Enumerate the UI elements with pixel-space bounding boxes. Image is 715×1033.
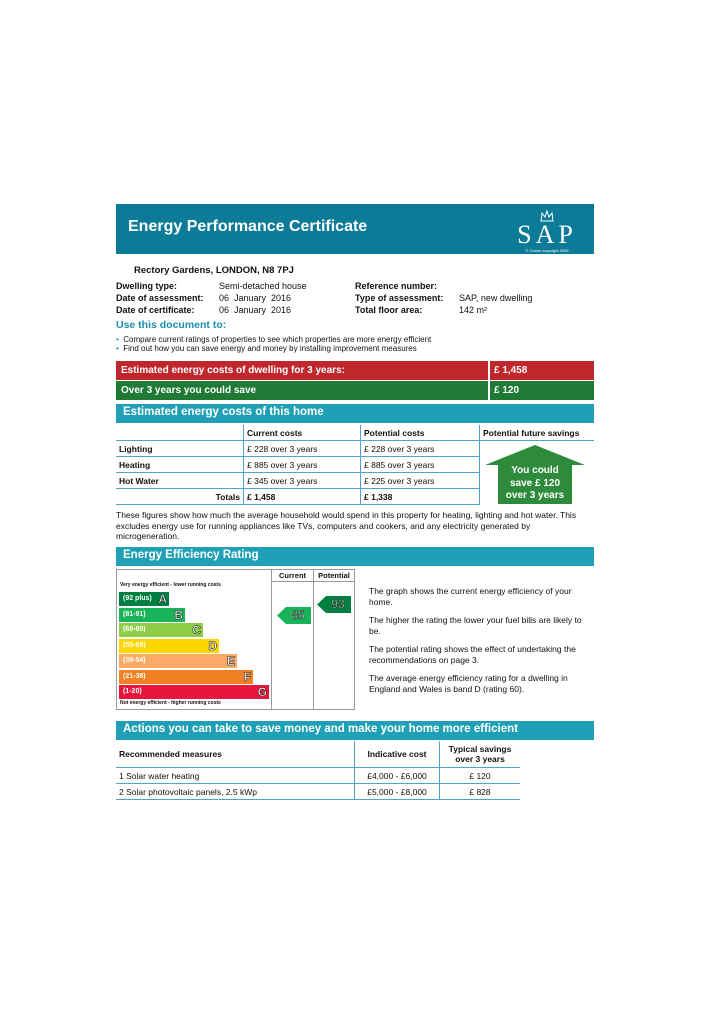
list-item: • Find out how you can save energy and money by installing improvement measures <box>116 344 417 353</box>
copyright-text: © Crown copyright 2009 <box>525 248 569 253</box>
rating-band-range: (55-68) <box>123 641 146 649</box>
rating-band-g <box>119 685 269 699</box>
measures-header: Recommended measures <box>116 741 355 768</box>
costs-header-savings: Potential future savings <box>480 425 595 441</box>
assessment-date-label: Date of assessment: <box>116 293 204 303</box>
bullet-icon: • <box>116 335 119 344</box>
measure-saving: £ 120 <box>440 768 521 784</box>
use-document-list <box>116 335 431 353</box>
rating-band-b <box>119 608 185 622</box>
explanation-text: The potential rating shows the effect of undertaking the recommendations on page 3. <box>369 644 576 665</box>
measure-cost: £5,000 - £8,000 <box>355 784 440 800</box>
rating-band-range: (1-20) <box>123 688 142 695</box>
rating-band-letter: D <box>208 638 217 653</box>
row-current: £ 885 over 3 years <box>244 457 361 473</box>
reference-label: Reference number: <box>355 281 438 291</box>
rating-band-letter: E <box>226 654 235 668</box>
floor-area-value: 142 m² <box>459 305 488 315</box>
measure-cost: £4,000 - £6,000 <box>355 768 440 784</box>
savings-header: Typical savings over 3 years <box>440 741 521 768</box>
estimated-cost-value: £ 1,458 <box>494 365 528 376</box>
sap-logo <box>514 210 580 253</box>
sap-logo-text: SAP <box>517 220 577 249</box>
rating-section-header <box>116 547 594 566</box>
dwelling-type-label: Dwelling type: <box>116 281 178 291</box>
rating-band-letter: B <box>174 607 183 622</box>
rating-band-letter: F <box>243 669 251 684</box>
assessment-type-value: SAP, new dwelling <box>459 293 533 303</box>
page-title: Energy Performance Certificate <box>128 218 368 235</box>
costs-section-title: Estimated energy costs of this home <box>123 406 324 418</box>
savings-line1: You could <box>511 465 559 476</box>
costs-header-potential: Potential costs <box>361 425 480 441</box>
table-row <box>116 784 520 800</box>
rating-band-a <box>119 592 169 606</box>
saving-bar <box>116 381 594 400</box>
rating-band-letter: A <box>158 592 167 606</box>
rating-band-range: (92 plus) <box>123 595 152 602</box>
estimated-cost-bar <box>116 361 594 380</box>
rating-band-e <box>119 654 237 668</box>
rating-band-range: (39-54) <box>123 657 146 664</box>
savings-line2: save £ 120 <box>509 477 561 489</box>
costs-header-blank <box>116 425 244 441</box>
total-potential: £ 1,338 <box>361 489 480 505</box>
rating-explanations <box>369 586 594 694</box>
rating-section-title: Energy Efficiency Rating <box>123 549 259 561</box>
rating-top-label: Very energy efficient - lower running costs <box>120 582 221 588</box>
saving-label: Over 3 years you could save <box>121 385 257 396</box>
row-name: Hot Water <box>116 473 244 489</box>
header-banner <box>116 204 594 254</box>
bullet-icon: • <box>116 344 119 353</box>
explanation-text: The average energy efficiency rating for a dwelling in England and Wales is band D (rating 60). <box>369 673 568 694</box>
floor-area-label: Total floor area: <box>355 305 423 315</box>
rating-band-range: (69-80) <box>123 626 146 633</box>
measure-name: 2 Solar photovoltaic panels, 2.5 kWp <box>116 784 355 800</box>
assessment-date-value: 06 January 2016 <box>219 293 292 303</box>
rating-band-letter: G <box>257 685 267 699</box>
costs-note: These figures show how much the average household would spend in this property for heating, lighting and hot water. This excludes energy use for running appliances like TVs, computers and cookers, and any electricity generated by microgeneration. <box>116 510 577 541</box>
row-current: £ 228 over 3 years <box>244 441 361 457</box>
property-address: Rectory Gardens, LONDON, N8 7PJ <box>134 265 294 276</box>
table-row <box>116 768 520 784</box>
cost-header: Indicative cost <box>355 741 440 768</box>
rating-chart <box>116 569 355 710</box>
explanation-text: The higher the rating the lower your fuel bills are likely to be. <box>369 615 582 636</box>
actions-table <box>116 741 520 800</box>
row-name: Lighting <box>116 441 244 457</box>
row-potential: £ 228 over 3 years <box>361 441 480 457</box>
list-item: • Compare current ratings of properties to see which properties are more energy efficient <box>116 335 432 344</box>
saving-value: £ 120 <box>494 385 520 396</box>
total-current: £ 1,458 <box>244 489 361 505</box>
current-rating-value: 85 <box>291 608 305 622</box>
dwelling-type-value: Semi-detached house <box>219 281 307 291</box>
rating-band-d <box>119 639 219 653</box>
costs-header-current: Current costs <box>244 425 361 441</box>
row-potential: £ 885 over 3 years <box>361 457 480 473</box>
costs-section-header <box>116 404 594 423</box>
rating-band-range: (21-38) <box>123 672 146 680</box>
use-document-title: Use this document to: <box>116 319 227 331</box>
potential-column-header: Potential <box>318 571 350 580</box>
savings-line3: over 3 years <box>505 490 565 501</box>
row-potential: £ 225 over 3 years <box>361 473 480 489</box>
current-column-header: Current <box>278 571 307 580</box>
potential-rating-value: 93 <box>331 597 345 611</box>
rating-bottom-label: Not energy efficient - higher running costs <box>120 700 221 706</box>
actions-section-title: Actions you can take to save money and make your home more efficient <box>123 723 518 735</box>
certificate-date-value: 06 January 2016 <box>219 305 292 315</box>
explanation-text: The graph shows the current energy efficiency of your home. <box>369 586 572 607</box>
row-current: £ 345 over 3 years <box>244 473 361 489</box>
rating-band-letter: C <box>192 623 201 637</box>
measure-name: 1 Solar water heating <box>116 768 355 784</box>
rating-band-f <box>119 670 253 684</box>
row-name: Heating <box>116 457 244 473</box>
assessment-type-label: Type of assessment: <box>355 293 444 303</box>
certificate-date-label: Date of certificate: <box>116 305 195 315</box>
rating-band-c <box>119 623 203 637</box>
measure-saving: £ 828 <box>440 784 521 800</box>
rating-band-range: (81-91) <box>123 610 146 618</box>
estimated-cost-label: Estimated energy costs of dwelling for 3 years: <box>121 365 345 376</box>
savings-arrow-text <box>498 465 572 503</box>
actions-section-header <box>116 721 594 740</box>
totals-label: Totals <box>116 489 244 505</box>
